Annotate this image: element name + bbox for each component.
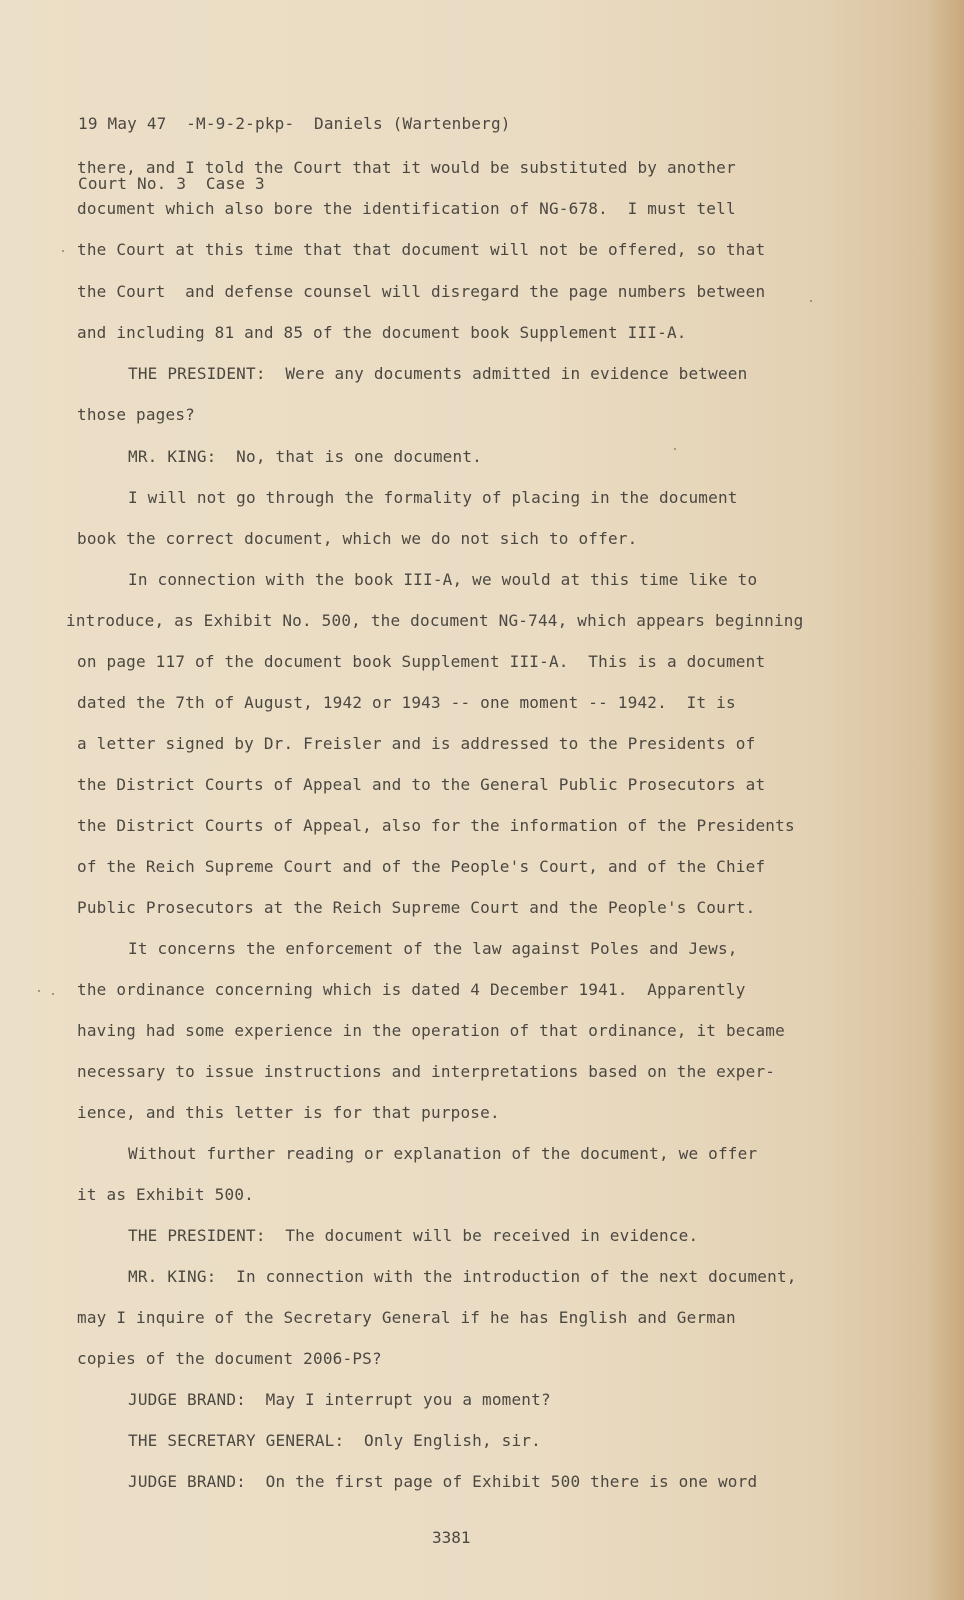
- body-line: ience, and this letter is for that purpose.: [77, 1103, 500, 1122]
- body-line: may I inquire of the Secretary General if he has English and German: [77, 1308, 736, 1327]
- header-court-line: Court No. 3 Case 3: [78, 174, 265, 193]
- body-line: the ordinance concerning which is dated 4 December 1941. Apparently: [77, 980, 746, 999]
- body-line: THE PRESIDENT: Were any documents admitted in evidence between: [128, 364, 748, 383]
- paper-edge-shading: [926, 0, 964, 1600]
- body-line: I will not go through the formality of placing in the document: [128, 488, 738, 507]
- body-line: MR. KING: In connection with the introduction of the next document,: [128, 1267, 797, 1286]
- body-line: THE SECRETARY GENERAL: Only English, sir.: [128, 1431, 541, 1450]
- body-line: a letter signed by Dr. Freisler and is addressed to the Presidents of: [77, 734, 756, 753]
- body-line: MR. KING: No, that is one document.: [128, 447, 482, 466]
- body-line: document which also bore the identification of NG-678. I must tell: [77, 199, 736, 218]
- paper-speck: [810, 300, 812, 302]
- body-line: having had some experience in the operation of that ordinance, it became: [77, 1021, 785, 1040]
- paper-speck: [62, 250, 64, 252]
- body-line: copies of the document 2006-PS?: [77, 1349, 382, 1368]
- body-line: it as Exhibit 500.: [77, 1185, 254, 1204]
- body-line: Public Prosecutors at the Reich Supreme Court and the People's Court.: [77, 898, 756, 917]
- body-line: those pages?: [77, 405, 195, 424]
- page-number: 3381: [432, 1528, 471, 1547]
- body-line: necessary to issue instructions and interpretations based on the exper-: [77, 1062, 776, 1081]
- body-line: THE PRESIDENT: The document will be received in evidence.: [128, 1226, 699, 1245]
- paper-speck: [38, 990, 40, 992]
- body-line: and including 81 and 85 of the document book Supplement III-A.: [77, 323, 687, 342]
- body-line: the District Courts of Appeal and to the General Public Prosecutors at: [77, 775, 766, 794]
- body-line: JUDGE BRAND: On the first page of Exhibit 500 there is one word: [128, 1472, 758, 1491]
- body-line: book the correct document, which we do not sich to offer.: [77, 529, 638, 548]
- body-line: of the Reich Supreme Court and of the People's Court, and of the Chief: [77, 857, 766, 876]
- body-line: on page 117 of the document book Supplement III-A. This is a document: [77, 652, 766, 671]
- body-line: the District Courts of Appeal, also for the information of the Presidents: [77, 816, 795, 835]
- body-line: there, and I told the Court that it would be substituted by another: [77, 158, 736, 177]
- body-line: In connection with the book III-A, we would at this time like to: [128, 570, 758, 589]
- paper-speck: [674, 448, 676, 450]
- body-line: the Court and defense counsel will disregard the page numbers between: [77, 282, 766, 301]
- body-line: Without further reading or explanation of the document, we offer: [128, 1144, 758, 1163]
- body-line: It concerns the enforcement of the law against Poles and Jews,: [128, 939, 738, 958]
- body-line: introduce, as Exhibit No. 500, the document NG-744, which appears beginning: [66, 611, 804, 630]
- paper-speck: [52, 993, 54, 995]
- body-line: dated the 7th of August, 1942 or 1943 -- one moment -- 1942. It is: [77, 693, 736, 712]
- body-line: JUDGE BRAND: May I interrupt you a moment?: [128, 1390, 551, 1409]
- body-line: the Court at this time that that document will not be offered, so that: [77, 240, 766, 259]
- header-date-line: 19 May 47 -M-9-2-pkp- Daniels (Wartenberg): [78, 114, 511, 133]
